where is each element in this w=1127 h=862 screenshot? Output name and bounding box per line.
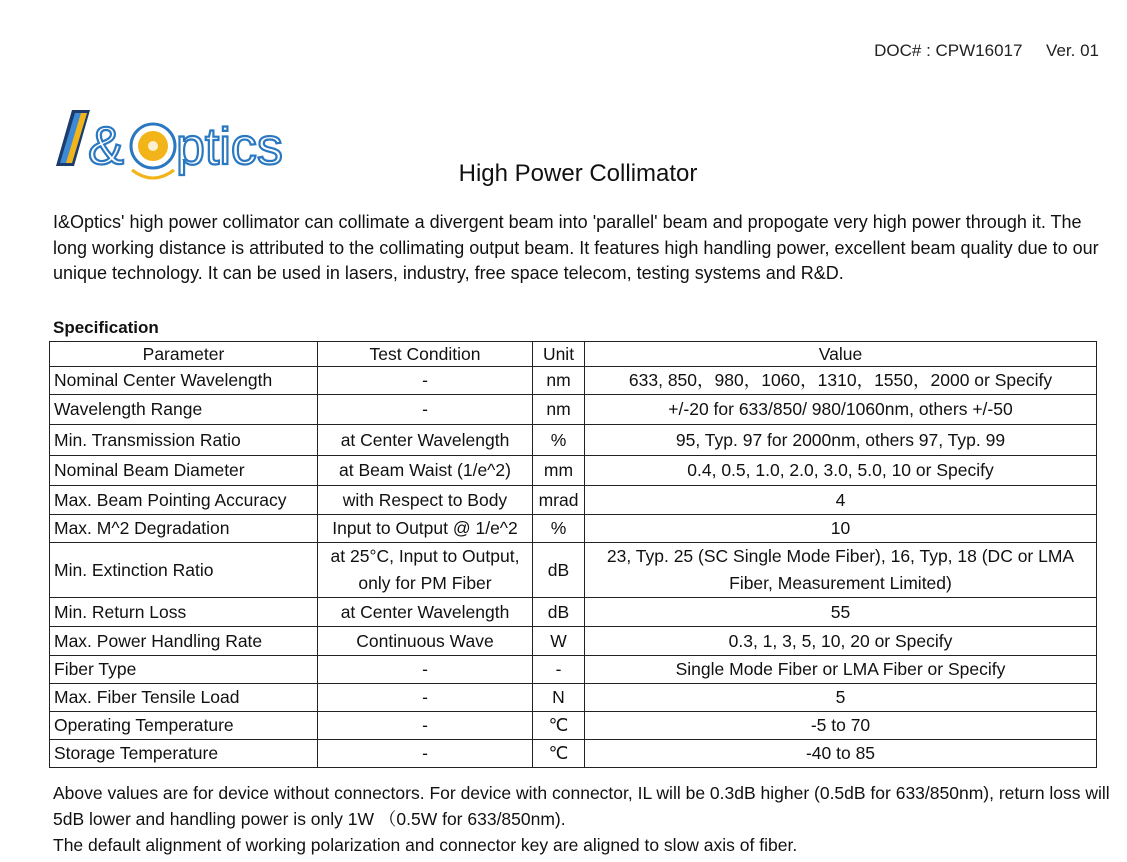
table-row xyxy=(50,684,1097,712)
page-title: High Power Collimator xyxy=(458,160,698,187)
cell-test-condition: at 25°C, Input to Output, only for PM Fiber xyxy=(318,543,533,598)
cell-value: 23, Typ. 25 (SC Single Mode Fiber), 16, Typ, 18 (DC or LMA Fiber, Measurement Limited) xyxy=(585,543,1097,598)
cell-parameter: Max. Beam Pointing Accuracy xyxy=(50,486,318,515)
cell-value: -5 to 70 xyxy=(585,712,1097,740)
cell-value: +/-20 for 633/850/ 980/1060nm, others +/-50 xyxy=(585,395,1097,425)
cell-test-condition: - xyxy=(318,367,533,395)
table-row xyxy=(50,456,1097,486)
cell-unit: ℃ xyxy=(533,740,585,768)
cell-value: 4 xyxy=(585,486,1097,515)
table-row xyxy=(50,515,1097,543)
cell-test-condition: - xyxy=(318,712,533,740)
table-row xyxy=(50,656,1097,684)
cell-unit: nm xyxy=(533,367,585,395)
cell-unit: ℃ xyxy=(533,712,585,740)
table-row xyxy=(50,598,1097,627)
cell-parameter: Storage Temperature xyxy=(50,740,318,768)
note-polarization: The default alignment of working polarization and connector key are aligned to slow axis of fiber. xyxy=(53,835,798,855)
cell-unit: N xyxy=(533,684,585,712)
cell-parameter: Max. M^2 Degradation xyxy=(50,515,318,543)
cell-parameter: Nominal Beam Diameter xyxy=(50,456,318,486)
cell-test-condition: with Respect to Body xyxy=(318,486,533,515)
cell-value: -40 to 85 xyxy=(585,740,1097,768)
cell-unit: dB xyxy=(533,598,585,627)
table-row xyxy=(50,627,1097,656)
cell-value: 5 xyxy=(585,684,1097,712)
table-row xyxy=(50,543,1097,598)
document-number: DOC# : CPW16017 Ver. 01 xyxy=(874,41,1099,60)
cell-value: 95, Typ. 97 for 2000nm, others 97, Typ. 99 xyxy=(585,425,1097,456)
table-row xyxy=(50,740,1097,768)
note-connector: Above values are for device without connectors. For device with connector, IL will be 0.3dB higher (0.5dB for 633/850nm), return loss will 5dB lower and handling power is only 1W （0.5W for 633/850nm). xyxy=(53,783,1110,829)
cell-parameter: Min. Extinction Ratio xyxy=(50,543,318,598)
cell-unit: % xyxy=(533,515,585,543)
specification-heading: Specification xyxy=(53,318,159,337)
cell-test-condition: at Center Wavelength xyxy=(318,598,533,627)
table-row xyxy=(50,367,1097,395)
cell-test-condition: at Center Wavelength xyxy=(318,425,533,456)
cell-unit: - xyxy=(533,656,585,684)
intro-paragraph: I&Optics' high power collimator can collimate a divergent beam into 'parallel' beam and propogate very high power through it. The long working distance is attributed to the collimating output beam. It features high handling power, excellent beam quality due to our unique technology. It can be used in lasers, industry, free space telecom, testing systems and R&D. xyxy=(53,212,1099,283)
table-row xyxy=(50,425,1097,456)
cell-parameter: Min. Transmission Ratio xyxy=(50,425,318,456)
cell-parameter: Max. Fiber Tensile Load xyxy=(50,684,318,712)
cell-value: 633, 850，980，1060，1310，1550，2000 or Specify xyxy=(585,367,1097,395)
cell-unit: dB xyxy=(533,543,585,598)
cell-parameter: Fiber Type xyxy=(50,656,318,684)
cell-test-condition: - xyxy=(318,395,533,425)
cell-value: 10 xyxy=(585,515,1097,543)
cell-test-condition: Input to Output @ 1/e^2 xyxy=(318,515,533,543)
cell-unit: % xyxy=(533,425,585,456)
cell-test-condition: - xyxy=(318,684,533,712)
table-row xyxy=(50,395,1097,425)
cell-unit: W xyxy=(533,627,585,656)
cell-parameter: Wavelength Range xyxy=(50,395,318,425)
cell-unit: mm xyxy=(533,456,585,486)
cell-parameter: Max. Power Handling Rate xyxy=(50,627,318,656)
cell-value: 0.4, 0.5, 1.0, 2.0, 3.0, 5.0, 10 or Specify xyxy=(585,456,1097,486)
cell-parameter: Min. Return Loss xyxy=(50,598,318,627)
specification-table xyxy=(49,341,1097,768)
cell-value: 55 xyxy=(585,598,1097,627)
cell-value: Single Mode Fiber or LMA Fiber or Specify xyxy=(585,656,1097,684)
column-header-parameter: Parameter xyxy=(50,342,318,367)
cell-unit: mrad xyxy=(533,486,585,515)
column-header-test-condition: Test Condition xyxy=(318,342,533,367)
cell-test-condition: Continuous Wave xyxy=(318,627,533,656)
notes xyxy=(53,780,1113,858)
column-header-value: Value xyxy=(585,342,1097,367)
table-header-row xyxy=(50,342,1097,367)
cell-value: 0.3, 1, 3, 5, 10, 20 or Specify xyxy=(585,627,1097,656)
cell-parameter: Operating Temperature xyxy=(50,712,318,740)
svg-text:&: & xyxy=(88,116,125,176)
cell-parameter: Nominal Center Wavelength xyxy=(50,367,318,395)
table-row xyxy=(50,486,1097,515)
cell-test-condition: - xyxy=(318,656,533,684)
cell-test-condition: - xyxy=(318,740,533,768)
cell-test-condition: at Beam Waist (1/e^2) xyxy=(318,456,533,486)
cell-unit: nm xyxy=(533,395,585,425)
svg-text:ptics: ptics xyxy=(176,118,283,176)
table-row xyxy=(50,712,1097,740)
column-header-unit: Unit xyxy=(533,342,585,367)
